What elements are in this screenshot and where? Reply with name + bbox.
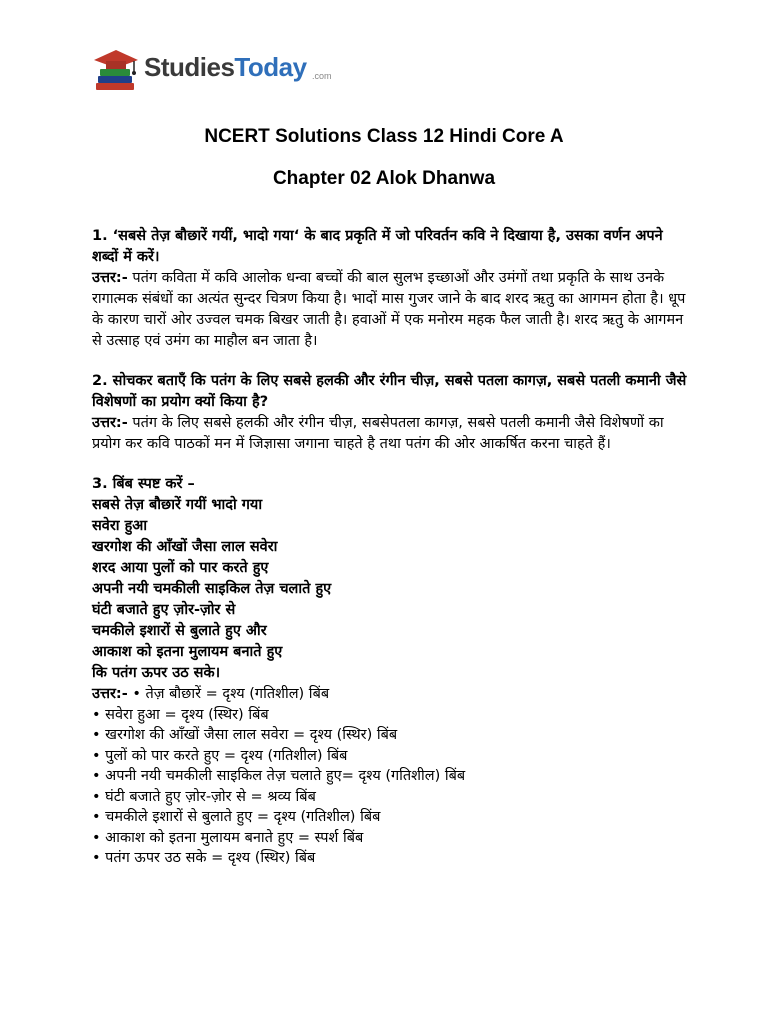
answer-1-text: पतंग कविता में कवि आलोक धन्वा बच्चों की बाल सुलभ इच्छाओं और उमंगों तथा प्रकृति के साथ उनके रागात्मक संबंधों का अत्यंत सुन्दर चित्रण किया है। भादों मास गुजर जाने के बाद शरद ऋतु का आगमन होता है। धूप के कारण चारों ओर उज्वल चमक बिखर जाती है। हवाओं में एक मनोरम महक फैल जाती है। शरद ऋतु के आगमन से उत्साह एवं उमंग का माहौल बन जाता है। — [92, 270, 686, 349]
answer-2-text: पतंग के लिए सबसे हलकी और रंगीन चीज़, सबसेपतला कागज़, सबसे पतली कमानी जैसे विशेषणों का प्रयोग कर कवि पाठकों मन में जिज्ञासा जगाना चाहते है तथा पतंग की ओर आकर्षित करना चाहते हैं। — [92, 415, 664, 452]
logo-brand-suffix: .com — [312, 71, 332, 81]
bullet-item: • अपनी नयी चमकीली साइकिल तेज़ चलाते हुए= दृश्य (गतिशील) बिंब — [92, 768, 466, 784]
poem-line: कि पतंग ऊपर उठ सके। — [92, 665, 221, 681]
question-3: 3. बिंब स्पष्ट करें – — [92, 476, 195, 492]
bullet-item: • आकाश को इतना मुलायम बनाते हुए = स्पर्श बिंब — [92, 829, 364, 846]
bullet-item: • चमकीले इशारों से बुलाते हुए = दृश्य (गतिशील) बिंब — [92, 809, 381, 825]
chapter-title: Chapter 02 Alok Dhanwa — [272, 168, 496, 189]
poem-line: खरगोश की आँखों जैसा लाल सवेरा — [92, 539, 278, 555]
answer-label: उत्तर:- — [92, 686, 128, 702]
document-title: NCERT Solutions Class 12 Hindi Core A — [204, 126, 564, 147]
bullet-item: • घंटी बजाते हुए ज़ोर-ज़ोर से = श्रव्य बिंब — [92, 788, 316, 805]
studiestoday-logo — [92, 46, 352, 96]
document-body — [92, 226, 692, 869]
answer-2 — [92, 413, 692, 455]
graduation-cap-books-icon — [92, 46, 148, 96]
poem-line: सबसे तेज़ बौछारें गयीं भादो गया — [92, 497, 263, 513]
question-1: 1. ‘सबसे तेज़ बौछारें गयीं, भादो गया‘ के बाद प्रकृति में जो परिवर्तन कवि ने दिखाया है, उसका वर्णन अपने शब्दों में करें। — [92, 228, 663, 265]
bullet-item: • तेज़ बौछारें = दृश्य (गतिशील) बिंब — [127, 686, 330, 702]
poem-line: आकाश को इतना मुलायम बनाते हुए — [92, 644, 283, 660]
logo-brand: StudiesToday — [144, 52, 307, 82]
poem-line: अपनी नयी चमकीली साइकिल तेज़ चलाते हुए — [92, 581, 332, 597]
answer-1 — [92, 268, 692, 352]
question-2: 2. सोचकर बताएँ कि पतंग के लिए सबसे हलकी और रंगीन चीज़, सबसे पतला कागज़, सबसे पतली कमानी जैसे विशेषणों का प्रयोग क्यों किया है? — [92, 373, 687, 410]
bullet-item: • सवेरा हुआ = दृश्य (स्थिर) बिंब — [92, 706, 269, 723]
poem-line: घंटी बजाते हुए ज़ोर-ज़ोर से — [92, 602, 236, 618]
answer-label: उत्तर:- — [92, 270, 128, 286]
answer-label: उत्तर:- — [92, 415, 128, 431]
poem-line: चमकीले इशारों से बुलाते हुए और — [92, 623, 267, 639]
bullet-item: • पतंग ऊपर उठ सके = दृश्य (स्थिर) बिंब — [92, 850, 316, 866]
poem-line: सवेरा हुआ — [92, 518, 148, 534]
bullet-item: • पुलों को पार करते हुए = दृश्य (गतिशील) बिंब — [92, 747, 348, 764]
answer-3 — [92, 684, 692, 705]
poem-line: शरद आया पुलों को पार करते हुए — [92, 560, 269, 576]
bullet-item: • खरगोश की आँखों जैसा लाल सवेरा = दृश्य (स्थिर) बिंब — [92, 727, 398, 743]
